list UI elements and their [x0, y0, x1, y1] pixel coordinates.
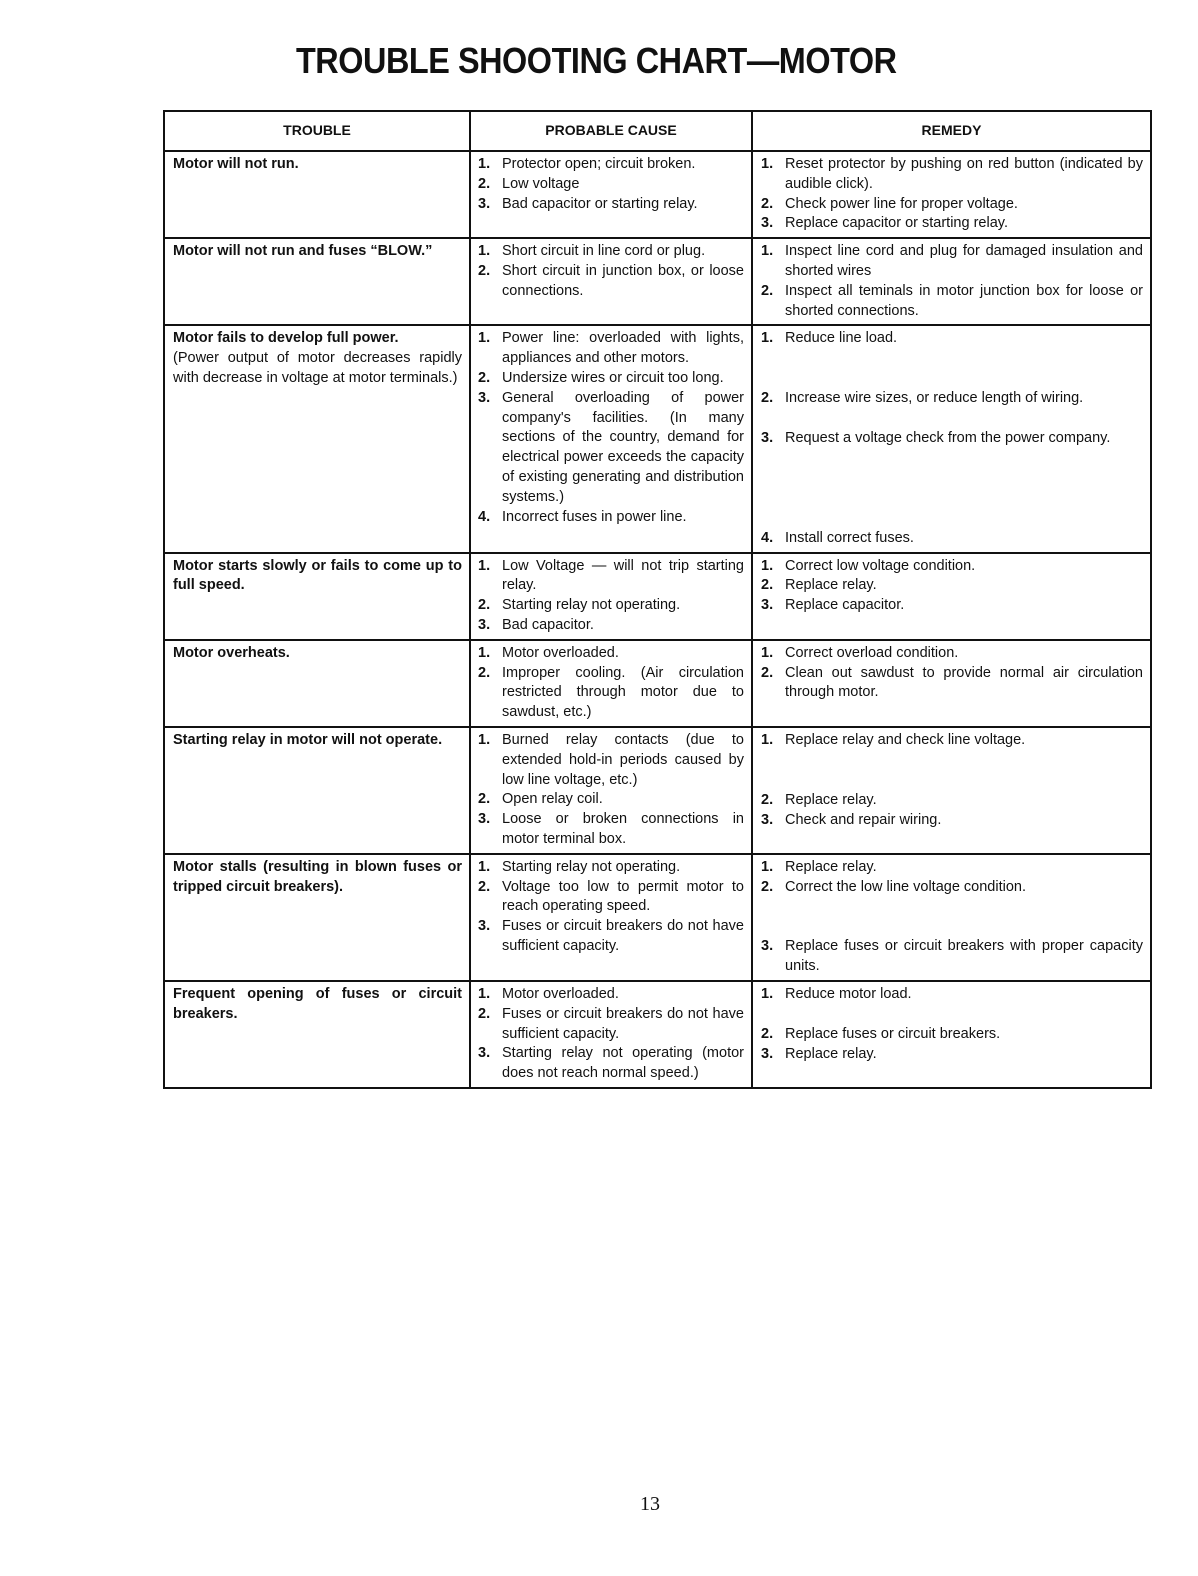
- probable-cause-cell: [470, 553, 752, 640]
- remedy-item: [761, 731, 1143, 751]
- cause-item-number: 3.: [478, 195, 491, 212]
- probable-cause-cell: [470, 238, 752, 325]
- remedy-item-number: 2.: [761, 664, 774, 681]
- remedy-cell: [752, 553, 1151, 640]
- trouble-text: Motor fails to develop full power.: [173, 330, 399, 347]
- cause-item-text: Loose or broken connections in motor terminal box.: [502, 811, 744, 847]
- remedy-item-text: Reset protector by pushing on red button (indicated by audible click).: [785, 156, 1143, 192]
- trouble-cell: [164, 640, 470, 727]
- trouble-text: Motor will not run.: [173, 156, 299, 172]
- cause-item: [478, 1005, 744, 1045]
- remedy-item: [761, 282, 1143, 322]
- trouble-cell: [164, 553, 470, 640]
- remedy-item-text: Replace relay.: [785, 1045, 877, 1062]
- cause-item-number: 2.: [478, 878, 491, 895]
- table-row: [164, 238, 1151, 325]
- remedy-item-text: Replace relay.: [785, 791, 877, 808]
- cause-list: [478, 155, 744, 214]
- cause-item: [478, 985, 744, 1005]
- cause-item-text: Power line: overloaded with lights, appliances and other motors.: [502, 330, 744, 367]
- cause-list: [478, 858, 744, 957]
- table-row: [164, 981, 1151, 1088]
- trouble-shooting-table: [163, 110, 1152, 1089]
- cause-list: [478, 985, 744, 1084]
- cause-item: [478, 917, 744, 957]
- remedy-list: [761, 731, 1143, 830]
- remedy-cell: [752, 981, 1151, 1088]
- remedy-item-text: Install correct fuses.: [785, 529, 914, 546]
- remedy-item-number: 3.: [761, 938, 774, 955]
- cause-item: [478, 175, 744, 195]
- trouble-cell: [164, 727, 470, 854]
- cause-item: [478, 596, 744, 616]
- remedy-item-number: 1.: [761, 330, 774, 347]
- header-remedy: REMEDY: [752, 111, 1151, 151]
- remedy-item: [761, 1045, 1143, 1065]
- cause-item-number: 2.: [478, 791, 491, 808]
- remedy-item: [761, 644, 1143, 664]
- remedy-item-number: 2.: [761, 577, 774, 594]
- trouble-text: Motor will not run and fuses “BLOW.”: [173, 243, 433, 260]
- remedy-item: [761, 429, 1143, 449]
- cause-item-number: 3.: [478, 1045, 491, 1062]
- remedy-item: [761, 155, 1143, 195]
- cause-item-text: Short circuit in junction box, or loose connections.: [502, 262, 744, 299]
- remedy-item-number: 2.: [761, 390, 774, 407]
- remedy-list: [761, 329, 1143, 548]
- cause-item-text: Starting relay not operating.: [502, 597, 681, 614]
- table-row: [164, 325, 1151, 552]
- cause-item-number: 1.: [478, 557, 491, 574]
- remedy-item-number: 1.: [761, 557, 774, 574]
- cause-item-text: Fuses or circuit breakers do not have sufficient capacity.: [502, 1005, 744, 1042]
- remedy-item-number: 2.: [761, 791, 774, 808]
- cause-item-text: General overloading of power company's facilities. (In many sections of the country, demand for electrical power exceeds the capacity of existing generating and distribution systems.): [502, 389, 744, 505]
- table-row: [164, 854, 1151, 981]
- cause-item: [478, 1044, 744, 1084]
- probable-cause-cell: [470, 325, 752, 552]
- cause-list: [478, 242, 744, 301]
- remedy-item-text: Replace fuses or circuit breakers.: [785, 1025, 1001, 1042]
- cause-item-number: 1.: [478, 985, 491, 1002]
- cause-item-text: Undersize wires or circuit too long.: [502, 369, 724, 386]
- cause-item: [478, 664, 744, 723]
- remedy-item: [761, 195, 1143, 215]
- cause-item-text: Motor overloaded.: [502, 985, 619, 1002]
- cause-item-number: 3.: [478, 918, 491, 935]
- cause-item-text: Burned relay contacts (due to extended hold-in periods caused by low line voltage, etc.): [502, 731, 744, 788]
- remedy-item: [761, 791, 1143, 811]
- cause-item: [478, 790, 744, 810]
- page-number: 13: [640, 1493, 660, 1515]
- remedy-item-number: 3.: [761, 215, 774, 232]
- cause-item-number: 1.: [478, 243, 491, 260]
- remedy-item-text: Inspect all teminals in motor junction box for loose or shorted connections.: [785, 282, 1143, 319]
- remedy-item-text: Inspect line cord and plug for damaged insulation and shorted wires: [785, 243, 1143, 279]
- remedy-item-text: Correct overload condition.: [785, 644, 959, 661]
- cause-item-number: 2.: [478, 369, 491, 386]
- remedy-item-text: Correct the low line voltage condition.: [785, 878, 1026, 895]
- remedy-item-text: Request a voltage check from the power company.: [785, 429, 1111, 446]
- cause-item: [478, 731, 744, 790]
- cause-item: [478, 195, 744, 215]
- remedy-cell: [752, 640, 1151, 727]
- trouble-text: Motor stalls (resulting in blown fuses or tripped circuit breakers).: [173, 858, 462, 895]
- cause-item-text: Improper cooling. (Air circulation restricted through motor due to sawdust, etc.): [502, 664, 744, 721]
- probable-cause-cell: [470, 640, 752, 727]
- cause-item-text: Low Voltage — will not trip starting relay.: [502, 557, 744, 594]
- table-row: [164, 151, 1151, 238]
- remedy-item-text: Check and repair wiring.: [785, 811, 942, 828]
- remedy-item-text: Clean out sawdust to provide normal air circulation through motor.: [785, 664, 1143, 701]
- cause-item-text: Open relay coil.: [502, 791, 603, 808]
- cause-item: [478, 616, 744, 636]
- cause-item: [478, 508, 744, 528]
- cause-item-text: Incorrect fuses in power line.: [502, 508, 687, 525]
- cause-list: [478, 644, 744, 723]
- cause-item-text: Motor overloaded.: [502, 644, 619, 661]
- remedy-item: [761, 937, 1143, 977]
- remedy-item-number: 3.: [761, 597, 774, 614]
- remedy-item-number: 1.: [761, 985, 774, 1002]
- remedy-item: [761, 529, 1143, 549]
- cause-item-text: Short circuit in line cord or plug.: [502, 243, 706, 260]
- header-probable-cause: PROBABLE CAUSE: [470, 111, 752, 151]
- remedy-item: [761, 329, 1143, 349]
- remedy-item-text: Replace fuses or circuit breakers with proper capacity units.: [785, 938, 1143, 975]
- cause-item: [478, 858, 744, 878]
- cause-item: [478, 262, 744, 302]
- remedy-list: [761, 557, 1143, 616]
- cause-item-number: 2.: [478, 175, 491, 192]
- table-row: [164, 727, 1151, 854]
- remedy-cell: [752, 854, 1151, 981]
- remedy-item: [761, 389, 1143, 409]
- remedy-cell: [752, 325, 1151, 552]
- cause-item-text: Voltage too low to permit motor to reach operating speed.: [502, 878, 744, 915]
- cause-item: [478, 878, 744, 918]
- remedy-item-number: 3.: [761, 1045, 774, 1062]
- remedy-item-number: 2.: [761, 1025, 774, 1042]
- cause-item-number: 1.: [478, 858, 491, 875]
- table-header-row: [164, 111, 1151, 151]
- cause-item-number: 2.: [478, 597, 491, 614]
- remedy-item: [761, 596, 1143, 616]
- trouble-note: (Power output of motor decreases rapidly with decrease in voltage at motor terminals.): [173, 350, 462, 386]
- header-trouble: TROUBLE: [164, 111, 470, 151]
- trouble-cell: [164, 981, 470, 1088]
- remedy-item-number: 2.: [761, 878, 774, 895]
- trouble-text: Starting relay in motor will not operate.: [173, 731, 443, 748]
- cause-item-text: Bad capacitor.: [502, 616, 594, 633]
- cause-item-number: 2.: [478, 664, 491, 681]
- remedy-item-text: Replace relay.: [785, 858, 877, 875]
- remedy-item-text: Replace capacitor.: [785, 597, 905, 614]
- cause-item-number: 2.: [478, 1005, 491, 1022]
- cause-item-number: 1.: [478, 156, 491, 172]
- cause-item-number: 1.: [478, 644, 491, 661]
- remedy-cell: [752, 238, 1151, 325]
- cause-list: [478, 557, 744, 636]
- remedy-item-number: 1.: [761, 156, 774, 172]
- trouble-text: Motor starts slowly or fails to come up to full speed.: [173, 557, 462, 594]
- remedy-item: [761, 214, 1143, 234]
- remedy-item-number: 3.: [761, 429, 774, 446]
- cause-list: [478, 329, 744, 527]
- page-title: TROUBLE SHOOTING CHART—MOTOR: [295, 40, 897, 81]
- remedy-item-text: Correct low voltage condition.: [785, 557, 976, 574]
- cause-item: [478, 329, 744, 369]
- remedy-item: [761, 1025, 1143, 1045]
- cause-item: [478, 557, 744, 597]
- remedy-list: [761, 242, 1143, 321]
- remedy-item: [761, 664, 1143, 704]
- remedy-item-text: Replace relay.: [785, 577, 877, 594]
- cause-item: [478, 810, 744, 850]
- remedy-item-text: Check power line for proper voltage.: [785, 195, 1018, 212]
- remedy-item: [761, 242, 1143, 282]
- table-body: [164, 151, 1151, 1088]
- probable-cause-cell: [470, 854, 752, 981]
- cause-item-number: 1.: [478, 330, 491, 347]
- remedy-item: [761, 985, 1143, 1005]
- remedy-item-number: 1.: [761, 644, 774, 661]
- cause-item-text: Bad capacitor or starting relay.: [502, 195, 698, 212]
- remedy-item: [761, 811, 1143, 831]
- remedy-item-text: Reduce motor load.: [785, 985, 912, 1002]
- cause-item-text: Starting relay not operating.: [502, 858, 681, 875]
- trouble-text: Frequent opening of fuses or circuit breakers.: [173, 985, 462, 1022]
- cause-item: [478, 369, 744, 389]
- cause-item-number: 3.: [478, 389, 491, 406]
- cause-item-number: 3.: [478, 616, 491, 633]
- table-row: [164, 640, 1151, 727]
- cause-item-number: 4.: [478, 508, 491, 525]
- cause-item-text: Protector open; circuit broken.: [502, 156, 696, 172]
- remedy-cell: [752, 727, 1151, 854]
- trouble-text: Motor overheats.: [173, 644, 290, 661]
- remedy-list: [761, 155, 1143, 234]
- probable-cause-cell: [470, 151, 752, 238]
- remedy-item-number: 1.: [761, 731, 774, 748]
- remedy-item-number: 2.: [761, 195, 774, 212]
- table-row: [164, 553, 1151, 640]
- cause-item: [478, 155, 744, 175]
- probable-cause-cell: [470, 727, 752, 854]
- remedy-item: [761, 557, 1143, 577]
- cause-item-number: 1.: [478, 731, 491, 748]
- remedy-item-number: 1.: [761, 243, 774, 260]
- remedy-item-text: Replace capacitor or starting relay.: [785, 215, 1008, 232]
- remedy-item-number: 1.: [761, 858, 774, 875]
- remedy-item-text: Increase wire sizes, or reduce length of wiring.: [785, 390, 1084, 407]
- cause-item-text: Low voltage: [502, 175, 580, 192]
- remedy-cell: [752, 151, 1151, 238]
- probable-cause-cell: [470, 981, 752, 1088]
- remedy-item-text: Replace relay and check line voltage.: [785, 731, 1026, 748]
- cause-item: [478, 644, 744, 664]
- remedy-list: [761, 858, 1143, 977]
- cause-item-number: 3.: [478, 811, 491, 828]
- trouble-cell: [164, 151, 470, 238]
- remedy-item-text: Reduce line load.: [785, 330, 898, 347]
- cause-item-text: Starting relay not operating (motor does not reach normal speed.): [502, 1045, 744, 1082]
- remedy-item-number: 2.: [761, 282, 774, 299]
- trouble-cell: [164, 854, 470, 981]
- remedy-list: [761, 985, 1143, 1064]
- cause-list: [478, 731, 744, 850]
- remedy-item-number: 3.: [761, 811, 774, 828]
- cause-item-number: 2.: [478, 262, 491, 279]
- remedy-list: [761, 644, 1143, 703]
- remedy-item: [761, 576, 1143, 596]
- cause-item: [478, 389, 744, 508]
- trouble-cell: [164, 238, 470, 325]
- remedy-item: [761, 858, 1143, 878]
- remedy-item: [761, 878, 1143, 898]
- remedy-item-number: 4.: [761, 529, 774, 546]
- cause-item-text: Fuses or circuit breakers do not have sufficient capacity.: [502, 918, 744, 954]
- cause-item: [478, 242, 744, 262]
- trouble-cell: [164, 325, 470, 552]
